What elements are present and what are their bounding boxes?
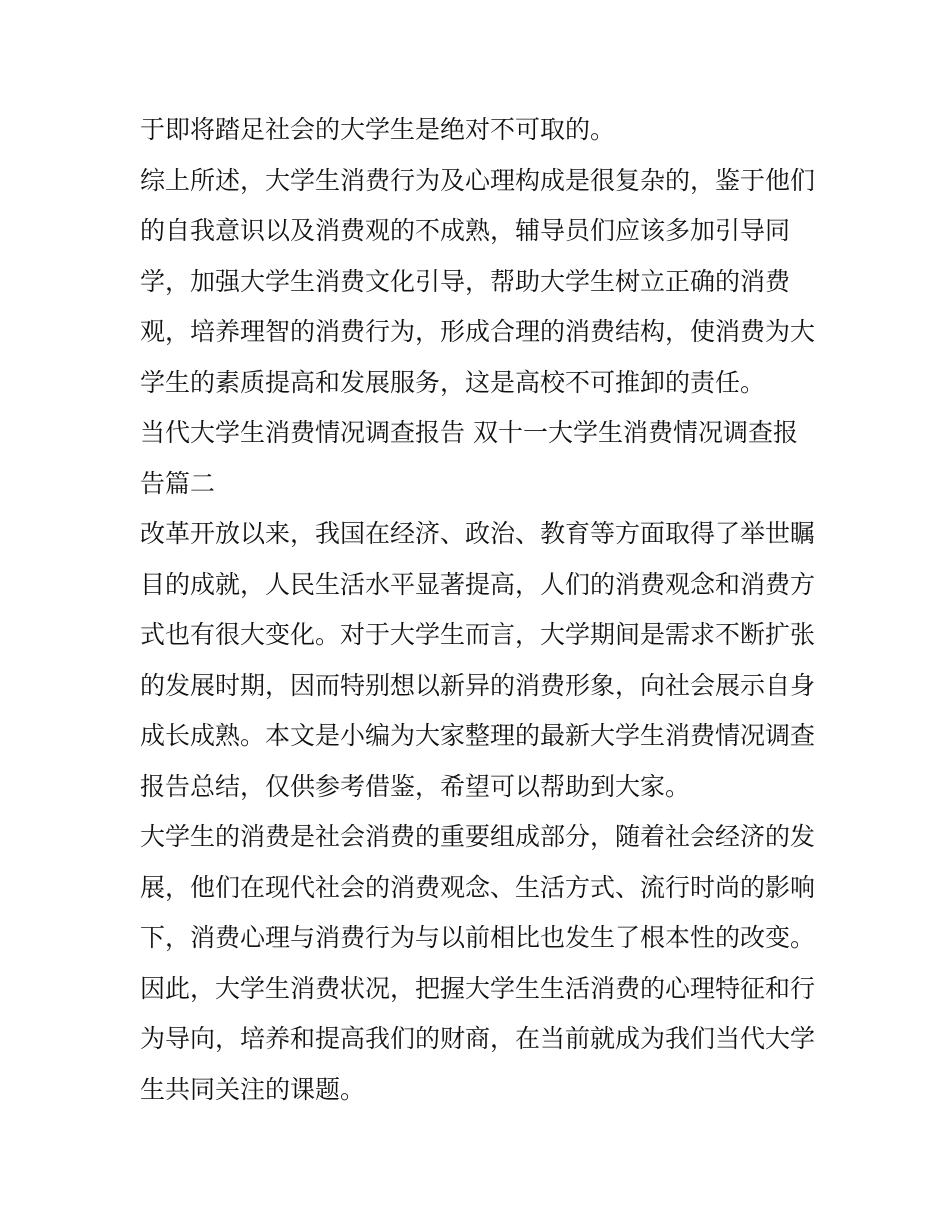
text-line: 目的成就，人民生活水平显著提高，人们的消费观念和消费方 bbox=[140, 569, 816, 599]
text-line: 的发展时期，因而特别想以新异的消费形象，向社会展示自身 bbox=[140, 670, 816, 700]
text-line: 观，培养理智的消费行为，形成合理的消费结构，使消费为大 bbox=[140, 317, 816, 346]
text-line: 下，消费心理与消费行为与以前相比也发生了根本性的改变。 bbox=[140, 923, 816, 952]
text-line: 成长成熟。本文是小编为大家整理的最新大学生消费情况调查 bbox=[140, 721, 816, 750]
text-line: 展，他们在现代社会的消费观念、生活方式、流行时尚的影响 bbox=[140, 872, 816, 902]
text-line: 综上所述，大学生消费行为及心理构成是很复杂的，鉴于他们 bbox=[140, 165, 816, 195]
text-line: 报告总结，仅供参考借鉴，希望可以帮助到大家。 bbox=[140, 771, 691, 801]
text-line: 学，加强大学生消费文化引导，帮助大学生树立正确的消费 bbox=[140, 266, 791, 296]
text-line: 于即将踏足社会的大学生是绝对不可取的。 bbox=[140, 115, 616, 144]
text-line: 大学生的消费是社会消费的重要组成部分，随着社会经济的发 bbox=[140, 822, 816, 851]
text-line: 的自我意识以及消费观的不成熟，辅导员们应该多加引导同 bbox=[140, 216, 791, 245]
text-line: 式也有很大变化。对于大学生而言，大学期间是需求不断扩张 bbox=[140, 620, 816, 649]
section-heading-line: 告篇二 bbox=[140, 468, 216, 498]
text-line: 生共同关注的课题。 bbox=[140, 1074, 366, 1104]
section-heading-line: 当代大学生消费情况调查报告 双十一大学生消费情况调查报 bbox=[140, 418, 798, 447]
text-line: 因此，大学生消费状况，把握大学生生活消费的心理特征和行 bbox=[140, 973, 816, 1003]
text-line: 学生的素质提高和发展服务，这是高校不可推卸的责任。 bbox=[140, 367, 766, 397]
text-line: 为导向，培养和提高我们的财商，在当前就成为我们当代大学 bbox=[140, 1024, 816, 1053]
text-line: 改革开放以来，我国在经济、政治、教育等方面取得了举世瞩 bbox=[140, 519, 816, 548]
document-body bbox=[140, 105, 820, 1115]
